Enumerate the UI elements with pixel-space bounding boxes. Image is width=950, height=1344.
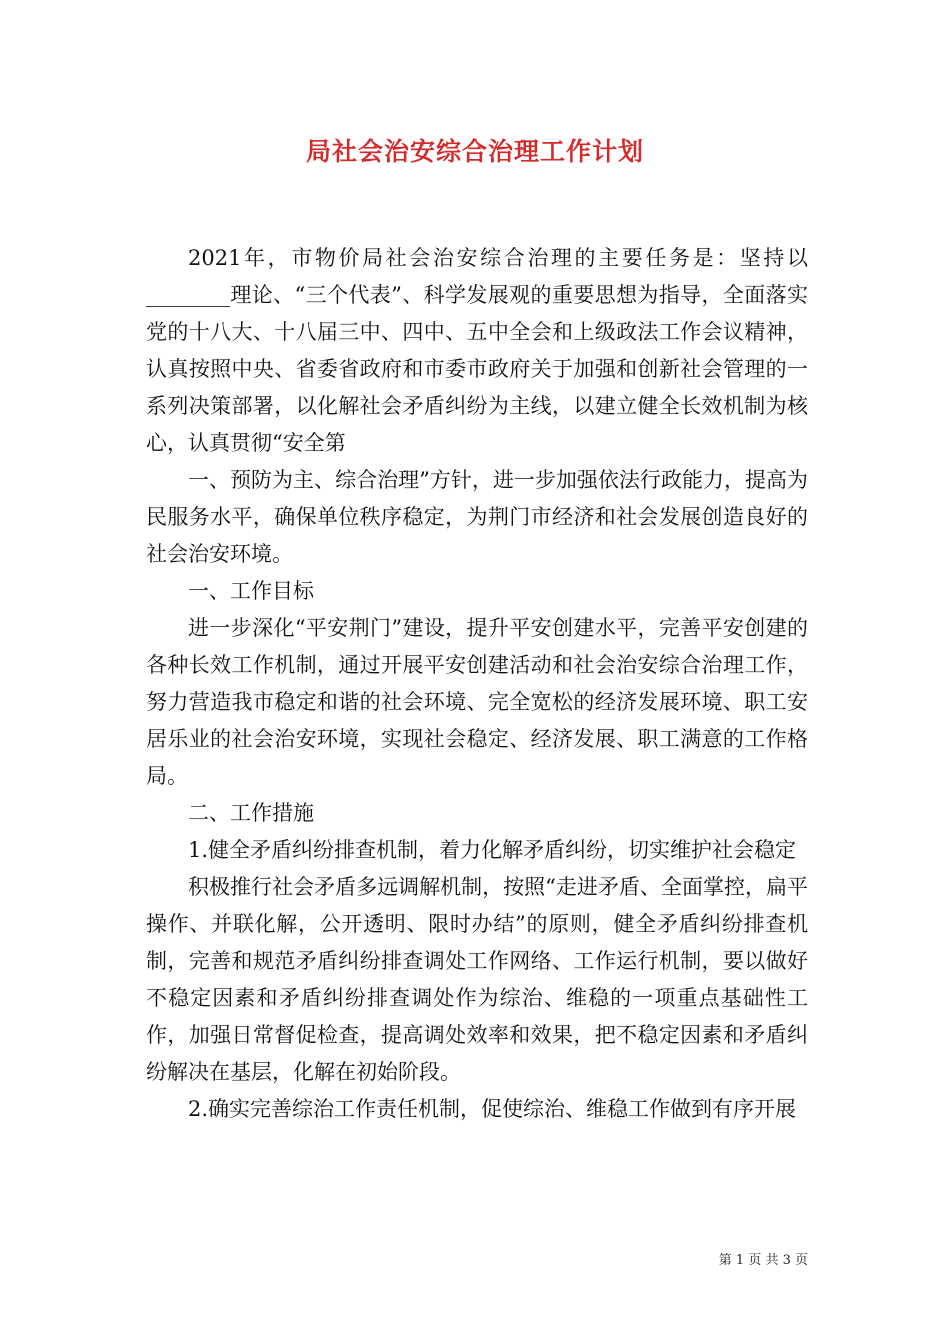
paragraph: 进一步深化“平安荆门”建设，提升平安创建水平，完善平安创建的各种长效工作机制，通过开展平安创建活动和社会治安综合治理工作，努力营造我市稳定和谐的社会环境、完全宽松的经济发展环境、职工安居乐业的社会治安环境，实现社会稳定、经济发展、职工满意的工作格局。 [146, 616, 808, 788]
section-heading: 二、工作措施 [188, 801, 314, 825]
paragraph: 2021年，市物价局社会治安综合治理的主要任务是：坚持以________理论、“三个代表”、科学发展观的重要思想为指导，全面落实党的十八大、十八届三中、四中、五中全会和上级政法工作会议精神，认真按照中央、省委省政府和市委市政府关于加强和创新社会管理的一系列决策部署，以化解社会矛盾纠纷为主线，以建立健全长效机制为核心，认真贯彻“安全第 [146, 246, 808, 455]
document-title: 局社会治安综合治理工作计划 [305, 137, 644, 166]
document-body [146, 240, 808, 1128]
paragraph: 一、预防为主、综合治理”方针，进一步加强依法行政能力，提高为民服务水平，确保单位秩序稳定，为荆门市经济和社会发展创造良好的社会治安环境。 [146, 468, 808, 566]
subsection-heading: 2.确实完善综治工作责任机制，促使综治、维稳工作做到有序开展 [188, 1097, 797, 1121]
section-heading: 一、工作目标 [188, 579, 314, 603]
page-number-footer: 第 1 页 共 3 页 [718, 1253, 808, 1268]
paragraph: 积极推行社会矛盾多远调解机制，按照“走进矛盾、全面掌控，扁平操作、并联化解，公开透明、限时办结”的原则，健全矛盾纠纷排查机制，完善和规范矛盾纠纷排查调处工作网络、工作运行机制，要以做好不稳定因素和矛盾纠纷排查调处作为综治、维稳的一项重点基础性工作，加强日常督促检查，提高调处效率和效果，把不稳定因素和矛盾纠纷解决在基层，化解在初始阶段。 [146, 875, 808, 1084]
subsection-heading: 1.健全矛盾纠纷排查机制，着力化解矛盾纠纷，切实维护社会稳定 [188, 838, 797, 862]
